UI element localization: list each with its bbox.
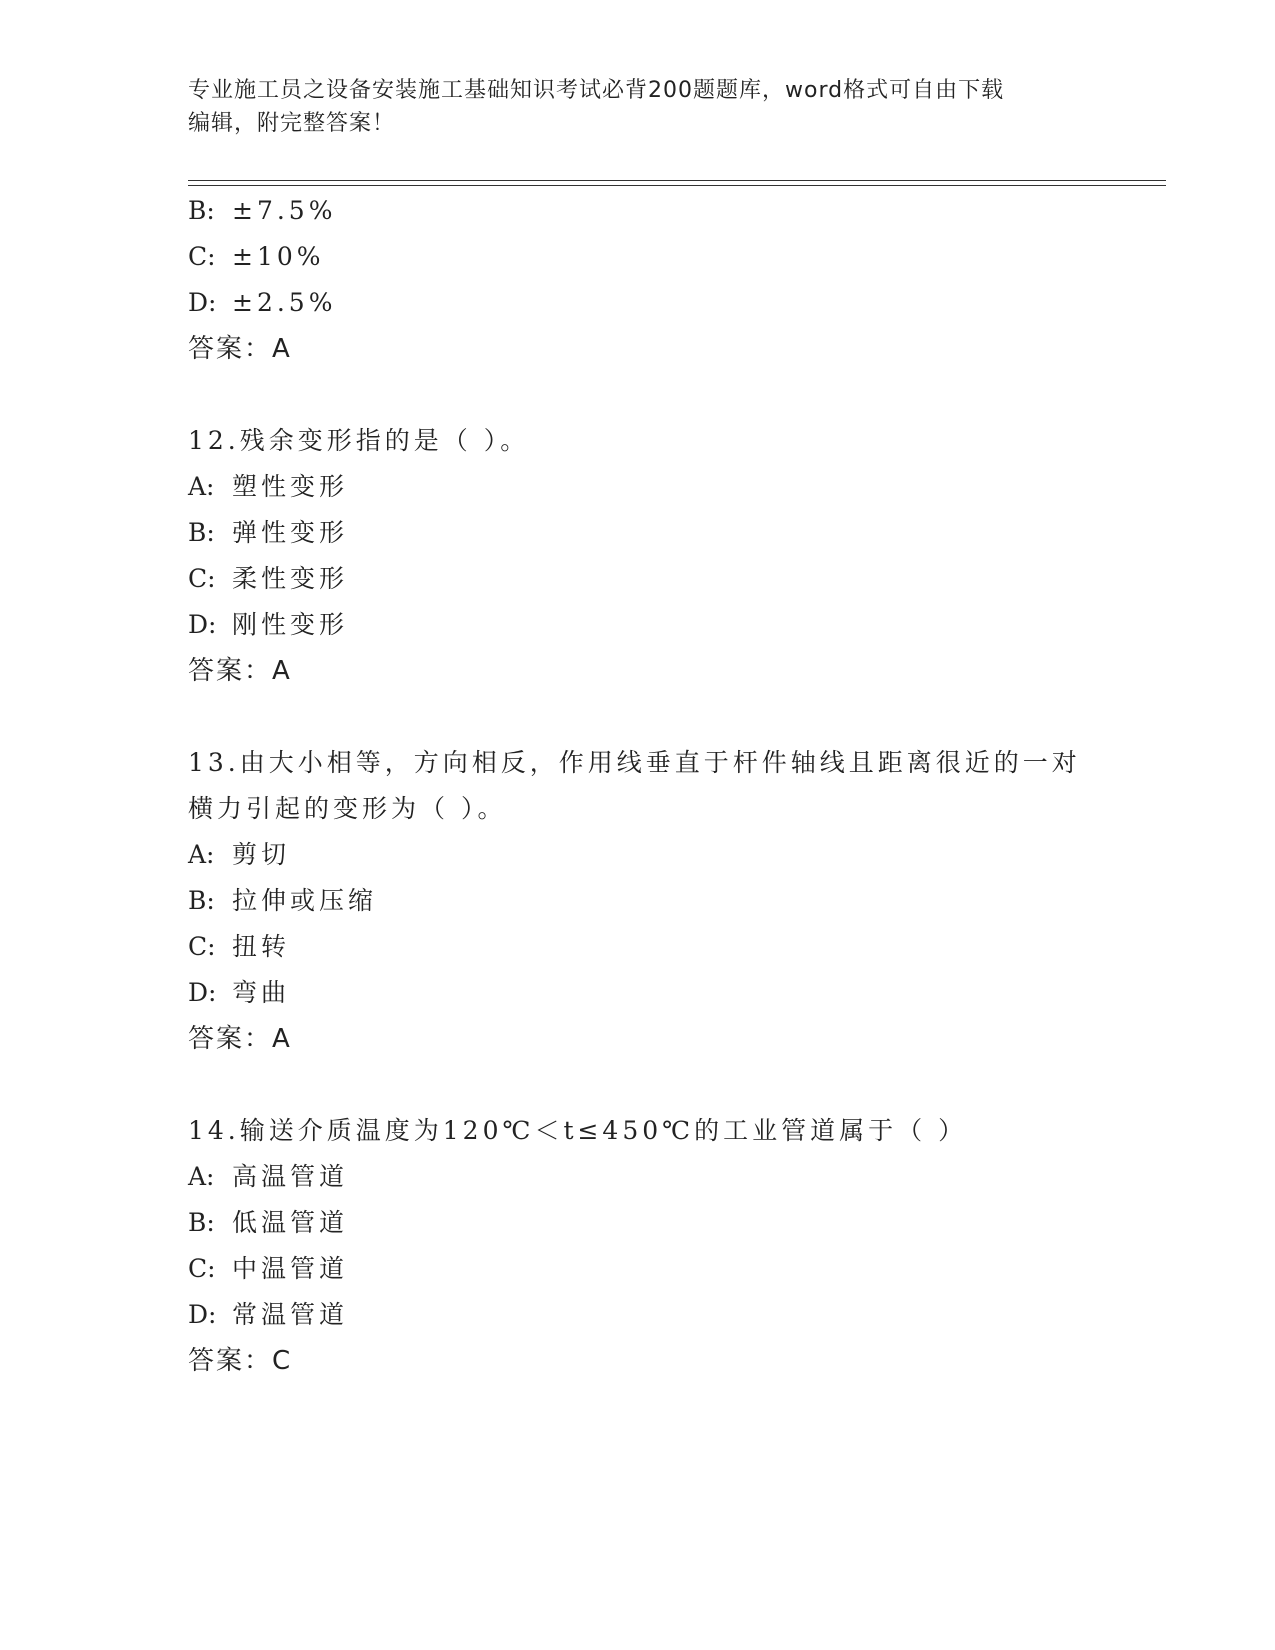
option-d: [188, 602, 1166, 648]
option-text: 拉伸或压缩: [232, 886, 378, 915]
question-stem: 12.残余变形指的是（ ）。: [188, 426, 530, 455]
question-13: [188, 740, 1166, 1062]
option-text: 塑性变形: [232, 472, 349, 501]
option-text: 扭转: [232, 932, 291, 961]
answer-line: 答案：C: [188, 1346, 293, 1376]
option-text: 低温管道: [232, 1208, 349, 1237]
question-11-continued: [188, 188, 1166, 372]
header-line-2: 编辑，附完整答案！: [188, 111, 396, 136]
question-14: [188, 1108, 1166, 1384]
option-label: A:: [188, 472, 215, 501]
option-c: [188, 924, 1166, 970]
option-text: 中温管道: [232, 1254, 349, 1283]
question-list: [188, 188, 1166, 1384]
option-text: 高温管道: [232, 1162, 349, 1191]
header-line-1: 专业施工员之设备安装施工基础知识考试必背200题题库，word格式可自由下载: [188, 78, 1005, 103]
option-text: 剪切: [232, 840, 291, 869]
option-b: [188, 510, 1166, 556]
question-12: [188, 418, 1166, 694]
option-label: B:: [188, 886, 215, 915]
option-b: [188, 878, 1166, 924]
option-label: C:: [188, 1254, 216, 1283]
option-d: [188, 970, 1166, 1016]
question-stem: 14.输送介质温度为120℃＜t≤450℃的工业管道属于（ ）: [188, 1116, 968, 1145]
option-label: D:: [188, 610, 217, 639]
answer-line: 答案：A: [188, 656, 292, 686]
option-text: 常温管道: [232, 1300, 349, 1329]
question-stem-continued: 横力引起的变形为（ ）。: [188, 794, 507, 823]
option-text: 弹性变形: [232, 518, 349, 547]
option-b: [188, 188, 1166, 234]
option-label: A:: [188, 840, 215, 869]
spacer: [188, 372, 1166, 418]
option-d: [188, 280, 1166, 326]
option-text: 弯曲: [232, 978, 291, 1007]
option-label: A:: [188, 1162, 215, 1191]
header-divider: [188, 180, 1166, 186]
option-label: C:: [188, 242, 216, 271]
option-c: [188, 1246, 1166, 1292]
option-text: ±10%: [232, 242, 325, 271]
option-a: [188, 1154, 1166, 1200]
question-stem: 13.由大小相等，方向相反，作用线垂直于杆件轴线且距离很近的一对: [188, 748, 1081, 777]
option-text: 刚性变形: [232, 610, 349, 639]
option-label: D:: [188, 1300, 217, 1329]
option-c: [188, 556, 1166, 602]
option-c: [188, 234, 1166, 280]
option-label: B:: [188, 196, 215, 225]
option-d: [188, 1292, 1166, 1338]
spacer: [188, 694, 1166, 740]
option-label: C:: [188, 932, 216, 961]
option-b: [188, 1200, 1166, 1246]
option-text: 柔性变形: [232, 564, 349, 593]
option-a: [188, 832, 1166, 878]
option-label: D:: [188, 288, 217, 317]
option-label: C:: [188, 564, 216, 593]
option-label: B:: [188, 518, 215, 547]
answer-line: 答案：A: [188, 334, 292, 364]
page-header: [188, 74, 1088, 140]
option-text: ±2.5%: [232, 288, 337, 317]
option-text: ±7.5%: [232, 196, 337, 225]
option-label: D:: [188, 978, 217, 1007]
spacer: [188, 1062, 1166, 1108]
option-label: B:: [188, 1208, 215, 1237]
answer-line: 答案：A: [188, 1024, 292, 1054]
option-a: [188, 464, 1166, 510]
